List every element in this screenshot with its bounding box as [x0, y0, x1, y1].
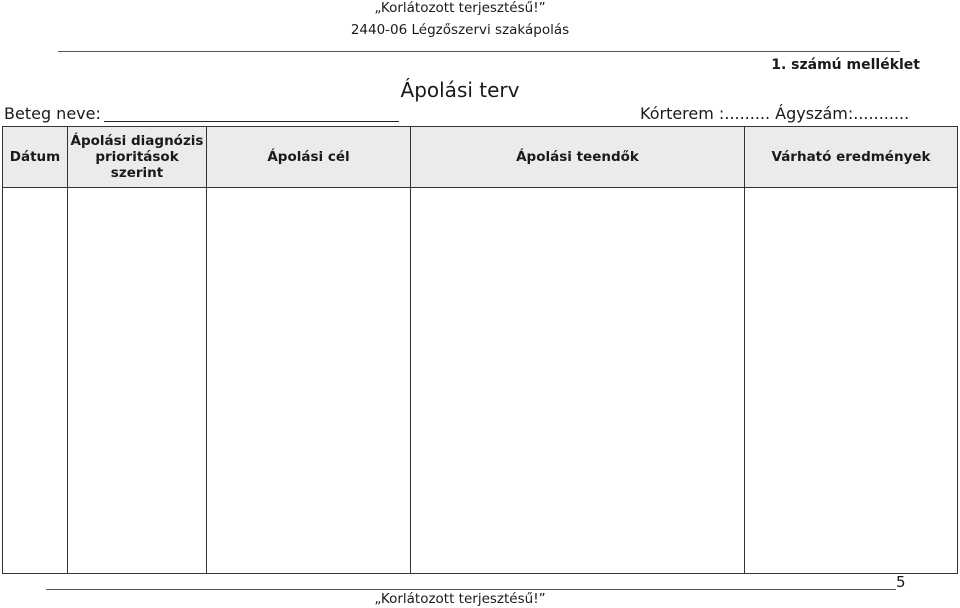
- results-cell[interactable]: [745, 188, 958, 574]
- care-plan-table: [2, 126, 958, 574]
- date-cell[interactable]: [3, 188, 68, 574]
- table-row: [3, 188, 958, 574]
- header-restriction: „Korlátozott terjesztésű!”: [374, 0, 546, 16]
- patient-name-field[interactable]: [104, 121, 399, 122]
- table-header-row: [3, 127, 958, 188]
- header-divider: [58, 51, 900, 52]
- column-header-diagnosis: Ápolási diagnózis prioritások szerint: [68, 127, 207, 188]
- room-bed-label: Kórterem :......... Ágyszám:...........: [640, 104, 910, 123]
- appendix-label: 1. számú melléklet: [771, 57, 920, 73]
- column-header-goal: Ápolási cél: [207, 127, 411, 188]
- column-header-date: Dátum: [3, 127, 68, 188]
- tasks-cell[interactable]: [411, 188, 745, 574]
- column-header-results: Várható eredmények: [745, 127, 958, 188]
- page-title: Ápolási terv: [400, 78, 520, 102]
- footer-restriction: „Korlátozott terjesztésű!”: [374, 591, 546, 607]
- goal-cell[interactable]: [207, 188, 411, 574]
- diagnosis-cell[interactable]: [68, 188, 207, 574]
- patient-name-label: Beteg neve:: [4, 104, 101, 123]
- column-header-tasks: Ápolási teendők: [411, 127, 745, 188]
- page-number: 5: [896, 573, 906, 591]
- header-module: 2440-06 Légzőszervi szakápolás: [350, 22, 570, 38]
- footer-divider: [46, 589, 896, 590]
